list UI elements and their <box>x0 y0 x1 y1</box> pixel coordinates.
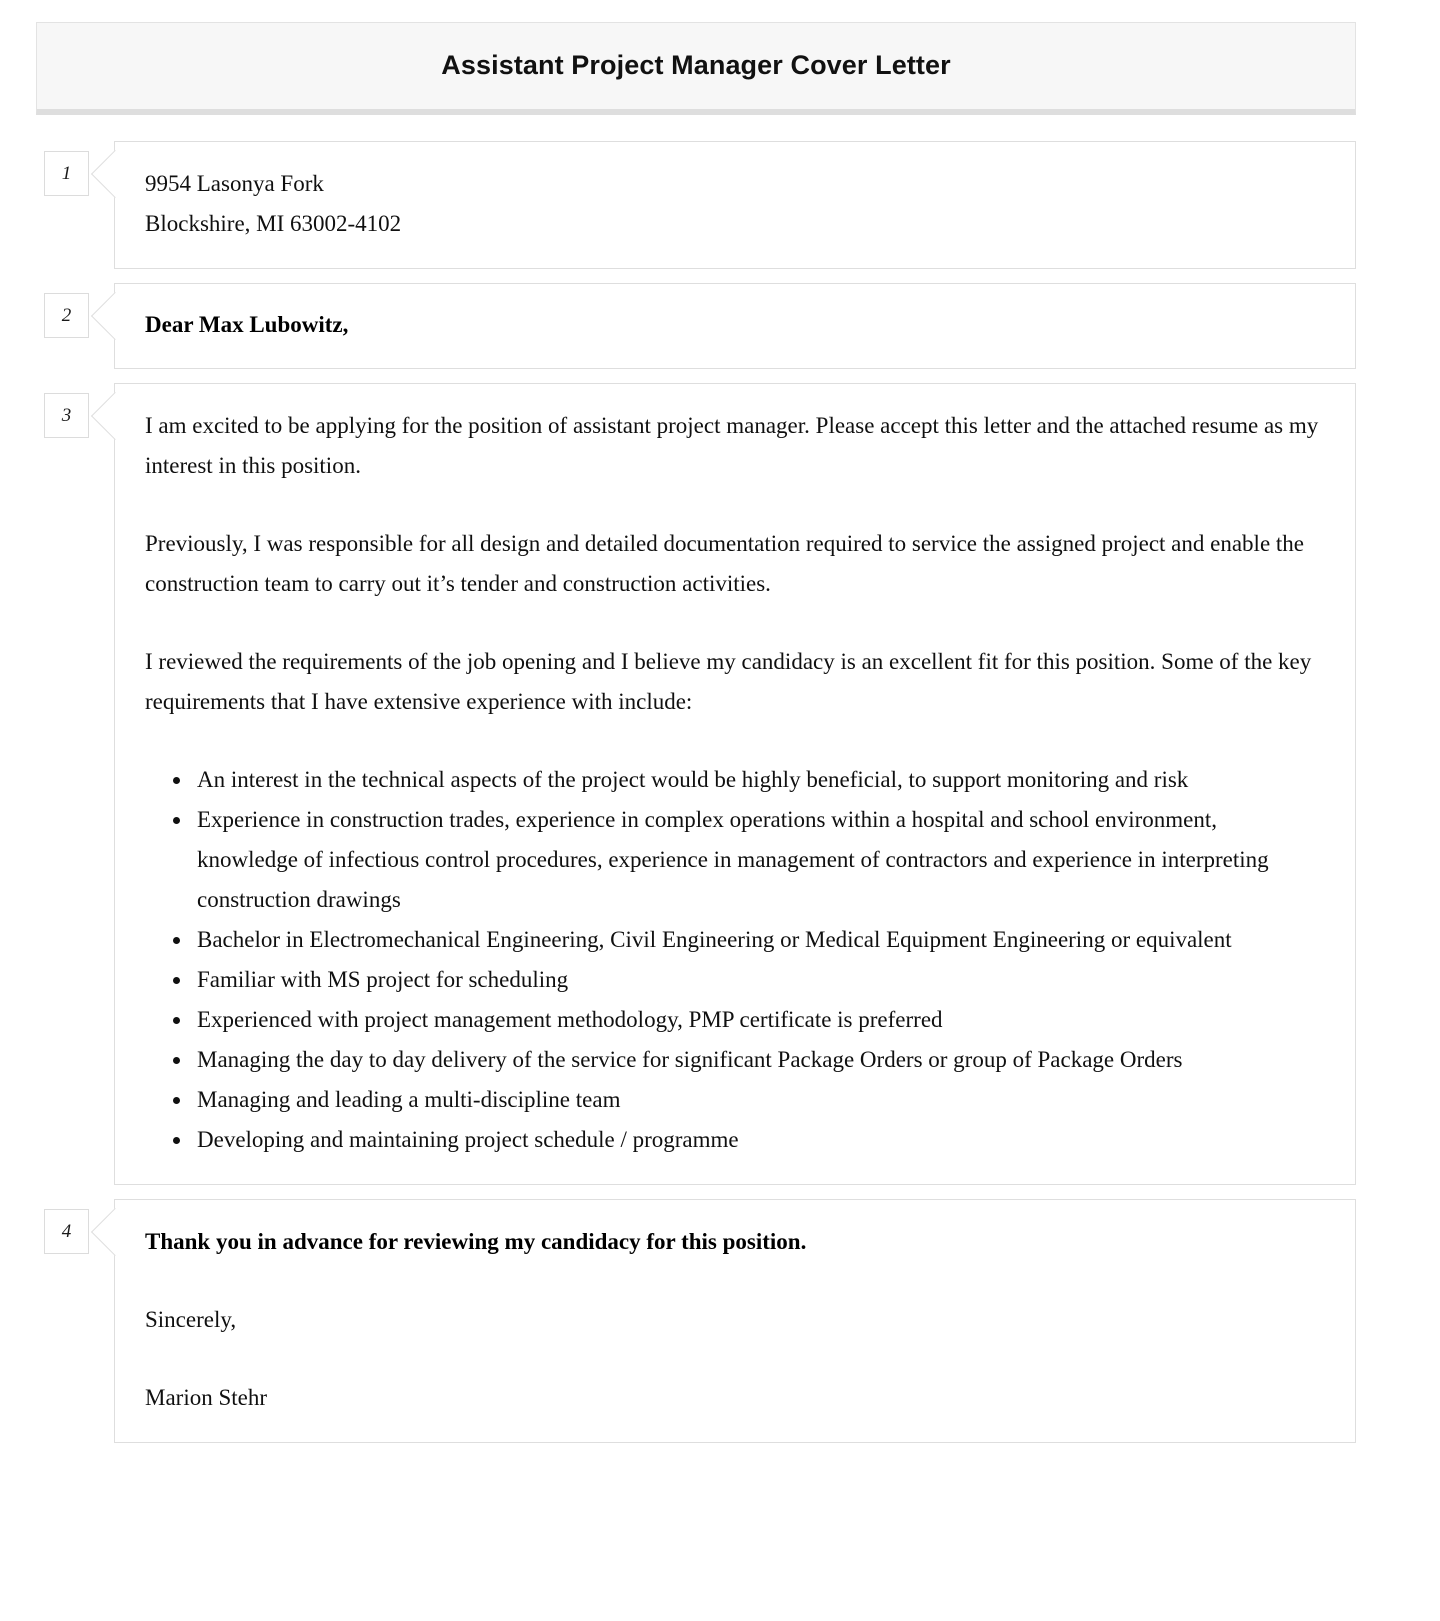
annotated-block-closing <box>36 1199 1356 1443</box>
closing-signature: Marion Stehr <box>145 1385 268 1411</box>
page-title: Assistant Project Manager Cover Letter <box>441 50 951 80</box>
annotated-block-body <box>36 383 1356 1185</box>
body-paragraph-2: Previously, I was responsible for all design and detailed documentation required to service the assigned project and enable the construction team to carry out it’s tender and construction activities. <box>145 531 1305 597</box>
block-marker-4[interactable]: 4 <box>44 1209 89 1254</box>
requirements-list <box>145 760 1321 1160</box>
address-card <box>114 141 1356 269</box>
salutation-text: Dear Max Lubowitz, <box>145 312 349 338</box>
list-item: • Familiar with MS project for scheduling <box>193 960 1321 1000</box>
list-item: • Developing and maintaining project schedule / programme <box>193 1120 1321 1160</box>
list-item: • Managing the day to day delivery of the service for significant Package Orders or group of Package Orders <box>193 1040 1321 1080</box>
callout-notch-icon <box>91 392 139 440</box>
salutation-card <box>114 283 1356 369</box>
callout-notch-icon <box>91 1208 139 1256</box>
block-marker-1[interactable]: 1 <box>44 151 89 196</box>
closing-thanks: Thank you in advance for reviewing my candidacy for this position. <box>145 1229 807 1255</box>
callout-notch-icon <box>91 292 139 340</box>
list-item: • Bachelor in Electromechanical Engineering, Civil Engineering or Medical Equipment Engineering or equivalent <box>193 920 1321 960</box>
annotated-block-salutation <box>36 283 1356 369</box>
callout-notch-icon <box>91 150 139 198</box>
closing-signoff: Sincerely, <box>145 1307 237 1333</box>
document-header <box>36 22 1356 115</box>
list-item: • An interest in the technical aspects of the project would be highly beneficial, to support monitoring and risk <box>193 760 1321 800</box>
block-marker-2[interactable]: 2 <box>44 293 89 338</box>
block-marker-3[interactable]: 3 <box>44 393 89 438</box>
address-line-2: Blockshire, MI 63002-4102 <box>145 211 402 237</box>
body-paragraph-3: I reviewed the requirements of the job opening and I believe my candidacy is an excellent fit for this position. Some of the key requirements that I have extensive experience with include: <box>145 649 1312 715</box>
address-line-1: 9954 Lasonya Fork <box>145 171 324 197</box>
body-paragraph-1: I am excited to be applying for the position of assistant project manager. Please accept this letter and the attached resume as my interest in this position. <box>145 413 1319 479</box>
body-card <box>114 383 1356 1185</box>
list-item: • Managing and leading a multi-discipline team <box>193 1080 1321 1120</box>
list-item: • Experience in construction trades, experience in complex operations within a hospital and school environment, knowledge of infectious control procedures, experience in management of contractors and experience in interpreting construction drawings <box>193 800 1321 920</box>
closing-card <box>114 1199 1356 1443</box>
list-item: • Experienced with project management methodology, PMP certificate is preferred <box>193 1000 1321 1040</box>
annotated-block-address <box>36 141 1356 269</box>
